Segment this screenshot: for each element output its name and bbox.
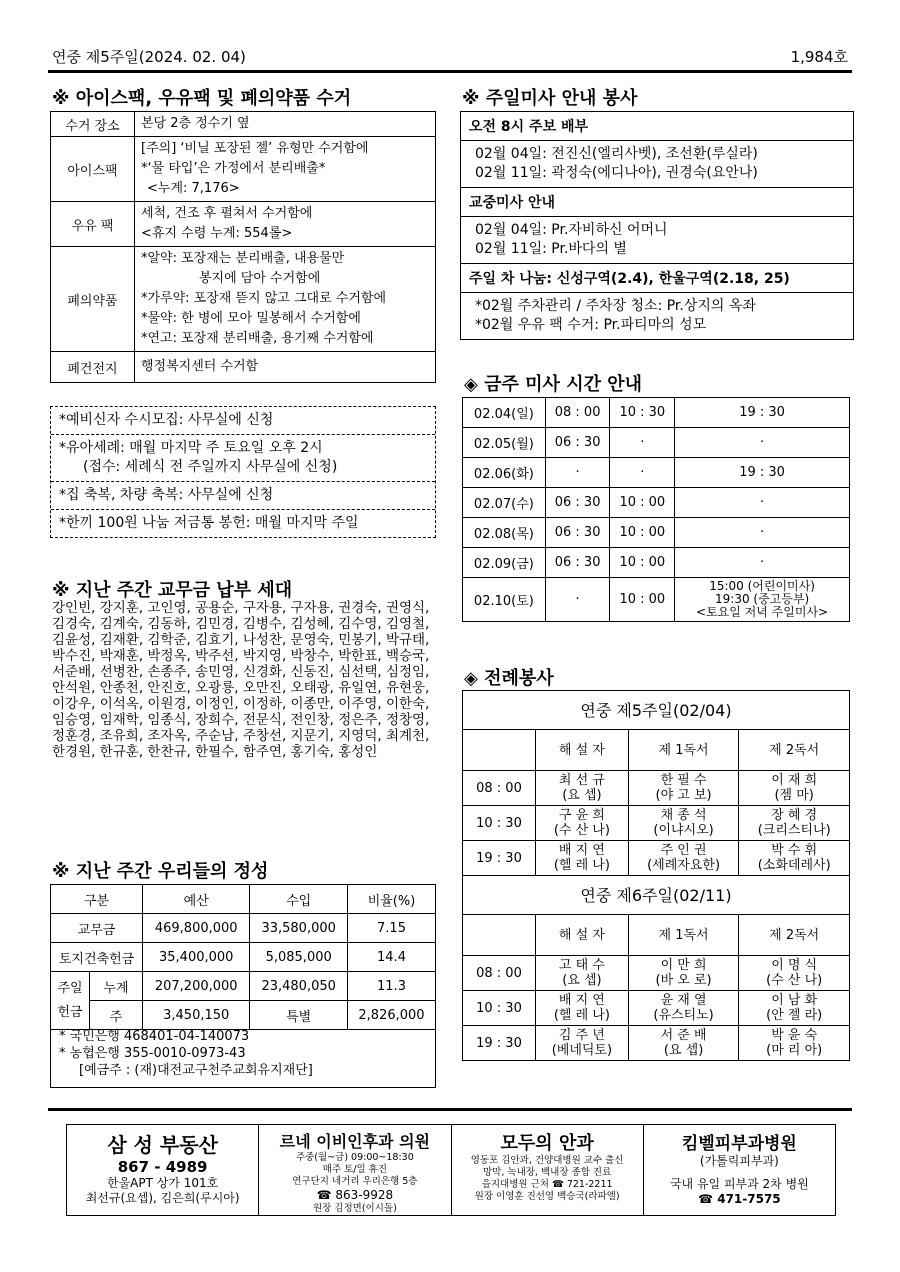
week-title: 연중 제6주일(02/11) (463, 876, 850, 915)
baptism-name: (세례자요한) (647, 858, 721, 873)
cell: 35,400,000 (143, 943, 250, 972)
service-title: ※ 주일미사 안내 봉사 (462, 88, 638, 109)
person: 윤 재 열 (660, 993, 707, 1008)
ad-phone: ☎ 863-9928 (316, 1188, 394, 1202)
group-label (51, 972, 90, 1030)
ad-line: 연구단지 네거리 우리은행 5층 (292, 1176, 418, 1187)
cell (536, 1026, 629, 1061)
notice-item: *예비신자 수시모집: 사무실에 신청 (51, 407, 435, 435)
line: 02월 11일: Pr.바다의 별 (475, 241, 627, 257)
table-row (463, 398, 850, 428)
table-row (463, 548, 850, 578)
cell: 06 : 30 (545, 428, 610, 458)
cell: 교무금 (51, 914, 143, 943)
ad-name: 킴벨피부과병원 (681, 1134, 797, 1154)
service-body (461, 293, 853, 339)
cell (675, 578, 850, 622)
baptism-name: (베네딕토) (551, 1043, 613, 1058)
line: *가루약: 포장재 뜯지 않고 그대로 수거함에 (141, 291, 387, 306)
cell (463, 730, 536, 771)
cell: 02.07(수) (463, 488, 546, 518)
line: *02월 주차관리 / 주차장 청소: Pr.상지의 옥좌 (475, 298, 756, 314)
person: 박 수 휘 (771, 843, 818, 858)
ad-line: (가톨릭피부과) (699, 1154, 779, 1168)
cell: 주 (90, 1001, 143, 1030)
service-body (461, 141, 853, 188)
cell (739, 1026, 850, 1061)
ad-realestate (67, 1125, 259, 1215)
line: <휴지 수령 누계: 554롤> (141, 226, 293, 241)
ad-eye-clinic (452, 1125, 644, 1215)
ad-line: 망막, 녹내장, 백내장 종합 진료 (483, 1167, 612, 1178)
row-label: 아이스팩 (51, 137, 135, 202)
baptism-name: (헬 레 나) (553, 1008, 610, 1023)
ad-line: 주중(월~금) 09:00~18:30 (295, 1152, 414, 1163)
person: 최 선 규 (558, 773, 605, 788)
line: *알약: 포장재는 분리배출, 내용물만 (141, 251, 345, 266)
cell: 19 : 30 (675, 458, 850, 488)
person: 장 혜 경 (771, 808, 818, 823)
cell (628, 956, 739, 991)
cell: 02.05(월) (463, 428, 546, 458)
cell: 10 : 00 (610, 548, 675, 578)
col-header: 제 2독서 (739, 915, 850, 956)
cell (628, 991, 739, 1026)
row-label: 폐의약품 (51, 247, 135, 352)
mass-title: ◈ 금주 미사 시간 안내 (464, 374, 643, 395)
line: 02월 04일: Pr.자비하신 어머니 (475, 222, 668, 238)
table-row (463, 991, 850, 1026)
line: 15:00 (어린이미사) (709, 579, 815, 593)
cell (628, 771, 739, 806)
cell: · (675, 548, 850, 578)
cell: · (610, 458, 675, 488)
table-row (463, 1026, 850, 1061)
liturgy-title: ◈ 전례봉사 (464, 668, 554, 689)
person: 이 만 희 (660, 958, 707, 973)
row-value: 행정복지센터 수거함 (135, 352, 436, 383)
cell (739, 841, 850, 876)
cell: 11.3 (348, 972, 436, 1001)
cell: 02.04(일) (463, 398, 546, 428)
ad-line: 영동포 김안과, 건양대병원 교수 출신 (470, 1155, 624, 1166)
cell: 특별 (250, 1001, 348, 1030)
bank-line: * 국민은행 468401-04-140073 (59, 1029, 250, 1044)
cell (628, 806, 739, 841)
person: 박 윤 숙 (771, 1028, 818, 1043)
baptism-name: (유스티노) (653, 1008, 714, 1023)
line: 02월 04일: 전진신(엘리사벳), 조선환(루실라) (475, 146, 758, 162)
table-row (463, 428, 850, 458)
table-row (463, 876, 850, 915)
service-heading: 주일 차 나눔: 신성구역(2.4), 한울구역(2.18, 25) (461, 264, 853, 293)
person: 이 재 희 (771, 773, 818, 788)
cell (628, 1026, 739, 1061)
line: *연고: 포장재 분리배출, 용기째 수거함에 (141, 331, 374, 346)
cell: · (675, 488, 850, 518)
ad-ent-clinic (259, 1125, 451, 1215)
dues-title: ※ 지난 주간 교무금 납부 세대 (52, 580, 293, 601)
cell (536, 956, 629, 991)
table-row (51, 352, 436, 383)
person: 배 지 연 (558, 993, 605, 1008)
footer-divider (48, 1108, 852, 1111)
row-value (135, 202, 436, 247)
person: 한 필 수 (660, 773, 707, 788)
cell: 누계 (90, 972, 143, 1001)
notice-item (51, 435, 435, 482)
baptism-name: (소화데레사) (757, 858, 831, 873)
bank-line: * 농협은행 355-0010-0973-43 (59, 1046, 246, 1061)
cell: 14.4 (348, 943, 436, 972)
row-value (135, 137, 436, 202)
person: 채 종 석 (660, 808, 707, 823)
cell (739, 771, 850, 806)
collect-title: ※ 아이스팩, 우유팩 및 폐의약품 수거 (52, 88, 352, 109)
line: <토요일 저녁 주일미사> (696, 605, 829, 619)
cell (536, 841, 629, 876)
table-row (463, 956, 850, 991)
cell: 06 : 30 (545, 488, 610, 518)
line: *물약: 한 병에 모아 밀봉해서 수거함에 (141, 311, 361, 326)
table-row (463, 458, 850, 488)
row-value: 본당 2층 정수기 옆 (135, 112, 436, 137)
baptism-name: (안 젤 라) (766, 1008, 823, 1023)
issue-number: 1,984호 (790, 48, 848, 66)
cell: 08 : 00 (463, 771, 536, 806)
issue-date: 연중 제5주일(2024. 02. 04) (52, 48, 246, 66)
ad-line: 한울APT 상가 101호 (106, 1176, 219, 1190)
line: *02월 우유 팩 수거: Pr.파티마의 성모 (475, 317, 707, 333)
baptism-name: (젬 마) (774, 788, 814, 803)
person: 김 주 년 (558, 1028, 605, 1043)
cell (536, 991, 629, 1026)
col-header: 비율(%) (348, 885, 436, 914)
col-header: 제 2독서 (739, 730, 850, 771)
cell: 10 : 00 (610, 488, 675, 518)
header-divider (48, 70, 852, 73)
table-row (463, 488, 850, 518)
ad-line: 을지대병원 근처 ☎ 721-2211 (481, 1179, 613, 1190)
ad-derma-hospital (644, 1125, 835, 1215)
cell: 33,580,000 (250, 914, 348, 943)
group-label-bottom: 헌금 (57, 1004, 83, 1020)
cell (739, 991, 850, 1026)
cell: 469,800,000 (143, 914, 250, 943)
ad-name: 모두의 안과 (500, 1133, 594, 1154)
table-row (463, 915, 850, 956)
person: 이 남 화 (771, 993, 818, 1008)
cell (536, 806, 629, 841)
ad-line: 최선규(요셉), 김은희(루시아) (85, 1191, 240, 1205)
baptism-name: (수 산 나) (553, 823, 610, 838)
bank-info (50, 1024, 436, 1088)
cell (739, 806, 850, 841)
ad-line: 원장 이영훈 진선영 백승국(라파엘) (474, 1191, 620, 1202)
person: 주 인 권 (660, 843, 707, 858)
table-row (463, 806, 850, 841)
baptism-name: (요 셉) (663, 1043, 704, 1058)
ad-line: 원장 김정면(이시돌) (312, 1203, 397, 1214)
person: 고 태 수 (558, 958, 605, 973)
baptism-name: (마 리 아) (766, 1043, 823, 1058)
ad-line: 매주 토/일 휴진 (322, 1164, 388, 1175)
cell: 10 : 30 (610, 398, 675, 428)
row-label: 우유 팩 (51, 202, 135, 247)
notice-line: (접수: 세례식 전 주일까지 사무실에 신청) (83, 459, 338, 475)
cell: 10 : 30 (463, 806, 536, 841)
row-label: 수거 장소 (51, 112, 135, 137)
week-title: 연중 제5주일(02/04) (463, 691, 850, 730)
col-header: 제 1독서 (628, 730, 739, 771)
ad-line: 국내 유일 피부과 2차 병원 (669, 1177, 809, 1191)
finance-table (50, 884, 436, 1030)
cell: 19 : 30 (463, 1026, 536, 1061)
cell: 토지건축헌금 (51, 943, 143, 972)
person: 이 명 식 (771, 958, 818, 973)
cell: 02.08(목) (463, 518, 546, 548)
cell: 207,200,000 (143, 972, 250, 1001)
baptism-name: (크리스티나) (757, 823, 831, 838)
cell: 5,085,000 (250, 943, 348, 972)
line: [주의] ‘비닐 포장된 젤’ 유형만 수거함에 (141, 141, 369, 156)
dues-names: 강인빈, 강지훈, 고인영, 공용순, 구자용, 구자용, 권경숙, 권영식, 김경숙, 김계숙, 김동하, 김민경, 김병수, 김성혜, 김수영, 김영철, 김윤성, 김재환, 김학준, 김효기, 나성찬, 문영숙, 민봉기, 박규태, 박수진, 박재훈, 박정옥, 박주선, 박지영, 박창수, 박한표, 백승국, 서준배, 선병찬, 손종주, 송민영, 신경화, 신동진, 심선택, 심정임, 안석원, 안종천, 안진호, 오광룡, 오만진, 오태광, 유일연, 유현웅, 이강우, 이석옥, 이원경, 이정인, 이정하, 이종만, 이주영, 이한숙, 임승영, 임재학, 임종식, 장희수, 전문식, 전인창, 정은주, 정창영, 정훈경, 조유희, 조자옥, 주순남, 주창선, 지문기, 지영덕, 최계천, 한경원, 한규훈, 한찬규, 한필수, 함주연, 홍기숙, 홍성인 (52, 600, 430, 760)
cell: · (545, 578, 610, 622)
cell: · (675, 518, 850, 548)
line: <누계: 7,176> (147, 181, 240, 196)
cell: · (610, 428, 675, 458)
cell: 3,450,150 (143, 1001, 250, 1030)
row-label: 폐건전지 (51, 352, 135, 383)
ad-phone: ☎ 471-7575 (698, 1192, 781, 1206)
col-header: 구분 (51, 885, 143, 914)
cell (628, 841, 739, 876)
notice-item: *집 축복, 차량 축복: 사무실에 신청 (51, 482, 435, 510)
cell: · (675, 428, 850, 458)
collect-table (50, 111, 436, 383)
cell: 06 : 30 (545, 548, 610, 578)
cell: 10 : 00 (610, 518, 675, 548)
cell: 02.10(토) (463, 578, 546, 622)
col-header: 제 1독서 (628, 915, 739, 956)
cell: · (545, 458, 610, 488)
table-row (51, 137, 436, 202)
cell: 02.06(화) (463, 458, 546, 488)
account-holder: [예금주 : (재)대전교구천주교회유지재단] (79, 1063, 313, 1078)
notice-line: *유아세례: 매월 마지막 주 토요일 오후 2시 (59, 440, 323, 456)
cell: 10 : 30 (463, 991, 536, 1026)
baptism-name: (요 셉) (562, 788, 602, 803)
finance-title: ※ 지난 주간 우리들의 정성 (52, 861, 269, 882)
cell: 08 : 00 (463, 956, 536, 991)
col-header: 수입 (250, 885, 348, 914)
baptism-name: (야 고 보) (655, 788, 712, 803)
line: 세척, 건조 후 펼쳐서 수거함에 (141, 206, 313, 221)
row-value (135, 247, 436, 352)
ad-name: 르네 이비인후과 의원 (279, 1132, 430, 1151)
cell: 7.15 (348, 914, 436, 943)
notice-item: *한끼 100원 나눔 저금통 봉헌: 매월 마지막 주일 (59, 515, 359, 531)
table-row (463, 730, 850, 771)
table-row (51, 885, 436, 914)
service-body (461, 217, 853, 264)
liturgy-table (462, 690, 850, 1061)
cell (536, 771, 629, 806)
table-row (463, 691, 850, 730)
table-row (51, 943, 436, 972)
baptism-name: (수 산 나) (766, 973, 823, 988)
cell: 02.09(금) (463, 548, 546, 578)
table-row (51, 914, 436, 943)
table-row (51, 247, 436, 352)
baptism-name: (요 셉) (562, 973, 602, 988)
table-row (51, 972, 436, 1001)
line: 19:30 (중고등부) (715, 592, 810, 606)
ad-phone: 867 - 4989 (117, 1158, 208, 1176)
line: 봉지에 담아 수거함에 (199, 271, 321, 286)
cell: 23,480,050 (250, 972, 348, 1001)
cell: 2,826,000 (348, 1001, 436, 1030)
cell: 08 : 00 (545, 398, 610, 428)
cell: 19 : 30 (463, 841, 536, 876)
baptism-name: (이냐시오) (653, 823, 714, 838)
cell (739, 956, 850, 991)
ad-name: 삼 성 부동산 (107, 1133, 218, 1157)
table-row (463, 771, 850, 806)
col-header: 해 설 자 (536, 730, 629, 771)
table-row (463, 578, 850, 622)
person: 서 준 배 (660, 1028, 707, 1043)
ad-strip (66, 1124, 836, 1216)
table-row (51, 202, 436, 247)
line: 02월 11일: 곽정숙(에디나아), 권경숙(요안나) (475, 165, 758, 181)
baptism-name: (헬 레 나) (553, 858, 610, 873)
service-heading: 교중미사 안내 (461, 188, 853, 217)
service-heading: 오전 8시 주보 배부 (461, 112, 853, 141)
col-header: 해 설 자 (536, 915, 629, 956)
cell: 19 : 30 (675, 398, 850, 428)
line: *‘물 타입’은 가정에서 분리배출* (141, 161, 326, 176)
notice-box (50, 406, 436, 538)
person: 구 윤 희 (558, 808, 605, 823)
table-row (463, 841, 850, 876)
table-row (463, 518, 850, 548)
cell: 10 : 00 (610, 578, 675, 622)
group-label-top: 주일 (57, 980, 83, 996)
baptism-name: (바 오 로) (655, 973, 712, 988)
mass-table (462, 397, 850, 622)
cell (463, 915, 536, 956)
col-header: 예산 (143, 885, 250, 914)
service-box (460, 111, 854, 340)
cell: 06 : 30 (545, 518, 610, 548)
person: 배 지 연 (558, 843, 605, 858)
table-row (51, 112, 436, 137)
